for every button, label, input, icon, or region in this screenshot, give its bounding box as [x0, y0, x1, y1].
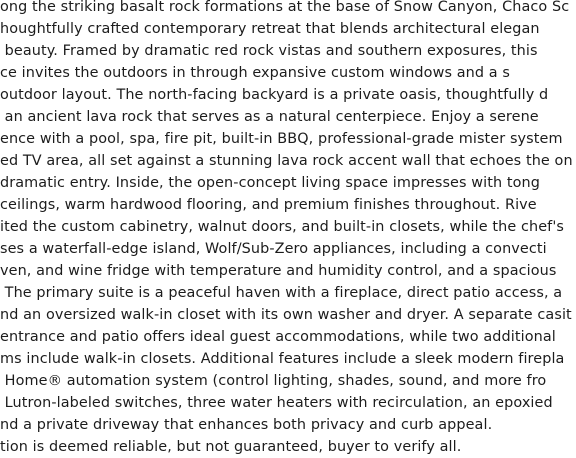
text-line: an ancient lava rock that serves as a natural centerpiece. Enjoy a serene — [0, 109, 539, 125]
text-line: ceilings, warm hardwood flooring, and premium finishes throughout. Rive — [0, 197, 537, 213]
text-line: ce invites the outdoors in through expansive custom windows and a s — [0, 65, 510, 81]
text-line: Home® automation system (control lighting, shades, sound, and more fro — [0, 373, 547, 389]
text-line: beauty. Framed by dramatic red rock vistas and southern exposures, this — [0, 43, 538, 59]
text-line: ms include walk-in closets. Additional features include a sleek modern firepla — [0, 351, 565, 367]
text-line: entrance and patio offers ideal guest accommodations, while two additional — [0, 329, 556, 345]
text-line: ence with a pool, spa, fire pit, built-in BBQ, professional-grade mister system — [0, 131, 563, 147]
text-line: outdoor layout. The north-facing backyard is a private oasis, thoughtfully d — [0, 87, 549, 103]
text-line: ed TV area, all set against a stunning lava rock accent wall that echoes the on — [0, 153, 573, 169]
text-line: houghtfully crafted contemporary retreat that blends architectural elegan — [0, 21, 540, 37]
text-line: nd a private driveway that enhances both privacy and curb appeal. — [0, 417, 493, 433]
text-line: tion is deemed reliable, but not guaranteed, buyer to verify all. — [0, 439, 462, 455]
text-line: ven, and wine fridge with temperature and humidity control, and a spacious — [0, 263, 557, 279]
text-line: Lutron-labeled switches, three water heaters with recirculation, an epoxied — [0, 395, 553, 411]
text-line: nd an oversized walk-in closet with its own washer and dryer. A separate casit — [0, 307, 572, 323]
text-line: The primary suite is a peaceful haven with a fireplace, direct patio access, a — [0, 285, 563, 301]
text-line: ses a waterfall-edge island, Wolf/Sub-Zero appliances, including a convecti — [0, 241, 547, 257]
text-line: ong the striking basalt rock formations at the base of Snow Canyon, Chaco Sc — [0, 0, 570, 15]
text-line: dramatic entry. Inside, the open-concept living space impresses with tong — [0, 175, 540, 191]
text-line: ited the custom cabinetry, walnut doors, and built-in closets, while the chef's — [0, 219, 564, 235]
